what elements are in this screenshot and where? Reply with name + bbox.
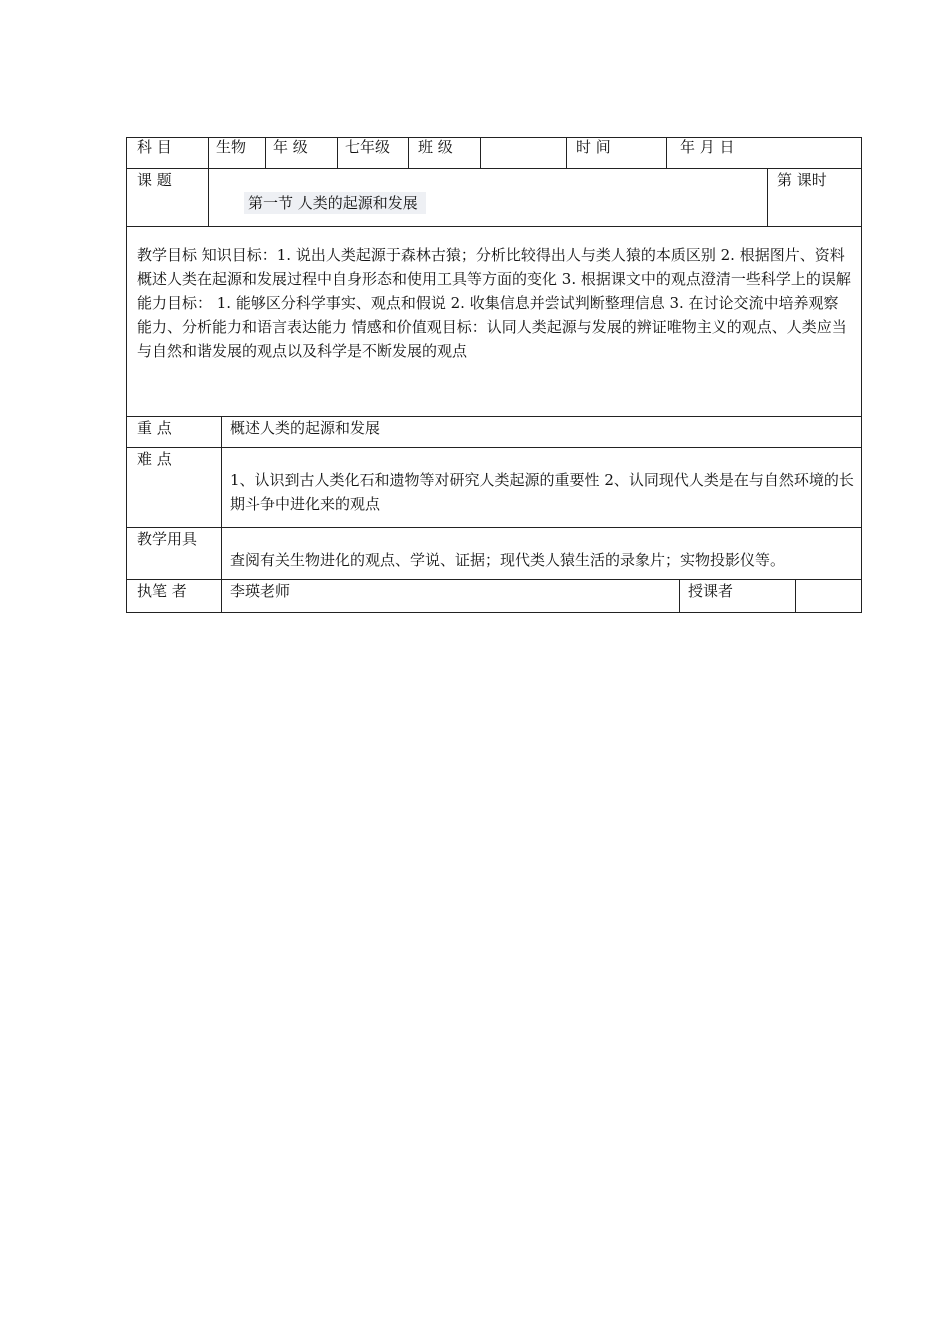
row1-divider [408,137,409,168]
class-label: 班 级 [418,138,453,156]
topic-label: 课 题 [137,171,172,189]
subject-value: 生物 [216,138,247,156]
table-rule-row3 [126,416,862,417]
subject-label: 科 目 [137,138,172,156]
row1-divider [337,137,338,168]
grade-value: 七年级 [345,138,391,156]
row1-divider [480,137,481,168]
teacher-label: 授课者 [688,582,734,600]
time-label: 时 间 [576,138,611,156]
table-border-bottom [126,612,862,613]
table-rule-row5 [126,527,862,528]
row1-divider [208,137,209,168]
teaching-tools-value: 查阅有关生物进化的观点、学说、证据；现代类人猿生活的录象片；实物投影仪等。 [230,551,786,569]
grade-label: 年 级 [273,138,308,156]
row2-divider [767,168,768,226]
label-column-divider [221,416,222,613]
author-label: 执笔 者 [137,582,187,600]
table-border-right [861,137,862,613]
period-label: 第 课时 [777,171,827,189]
author-value: 李瑛老师 [230,582,291,600]
table-border-left [126,137,127,613]
table-rule-row2 [126,226,862,227]
lesson-title: 第一节 人类的起源和发展 [244,192,426,214]
footer-divider [679,579,680,613]
difficult-point-value: 1、认识到古人类化石和遗物等对研究人类起源的重要性 2、认同现代人类是在与自然环境的长期斗争中进化来的观点 [230,471,854,513]
footer-divider [795,579,796,613]
row1-divider [666,137,667,168]
key-point-value: 概述人类的起源和发展 [230,419,381,437]
row1-divider [265,137,266,168]
row2-divider [208,168,209,226]
table-rule-row4 [126,447,862,448]
date-value: 年 月 日 [680,138,735,156]
table-rule-row1 [126,168,862,169]
table-rule-row6 [126,579,862,580]
teaching-objectives: 教学目标 知识目标：1. 说出人类起源于森林古猿；分析比较得出人与类人猿的本质区别 2. 根据图片、资料概述人类在起源和发展过程中自身形态和使用工具等方面的变化 3. 根据课文中的观点澄清一些科学上的误解 能力目标： 1. 能够区分科学事实、观点和假说 2. 收集信息并尝试判断整理信息 3. 在讨论交流中培养观察能力、分析能力和语言表达能力 情感和价值观目标：认同人类起源与发展的辨证唯物主义的观点、人类应当与自然和谐发展的观点以及科学是不断发展的观点 [137,246,851,360]
teaching-tools-label: 教学用具 [137,530,198,548]
key-point-label: 重 点 [137,419,172,437]
row1-divider [566,137,567,168]
difficult-point-label: 难 点 [137,450,172,468]
